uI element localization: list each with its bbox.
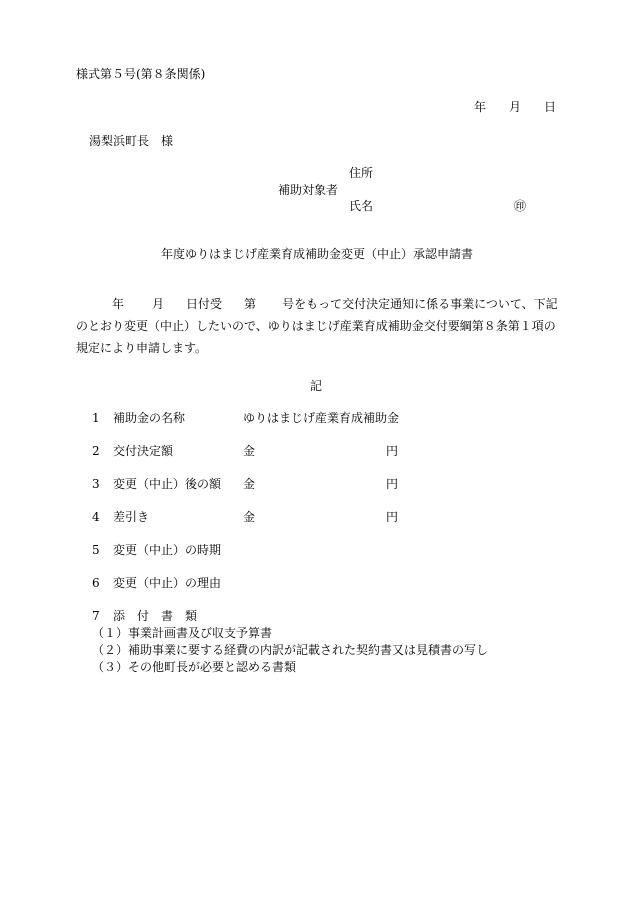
item-number: 7 [92,609,100,623]
date-day: 日 [544,100,557,114]
item-label: 変更（中止）の時期 [113,543,222,557]
addressee: 湯梨浜町長 様 [89,134,174,148]
amount-prefix: 金 [243,477,256,491]
address-label: 住所 [349,166,374,180]
item-label: 変更（中止）の理由 [113,576,222,590]
body-month: 月 [152,297,165,311]
item-number: 2 [92,444,100,458]
item-label: 変更（中止）後の額 [113,477,222,491]
item-number: 3 [92,477,100,491]
body-number-prefix: 第 [244,297,257,311]
attachment-item: （１）事業計画書及び収支予算書 [92,626,273,640]
name-label: 氏名 [349,199,374,213]
amount-suffix: 円 [386,510,399,524]
date-year: 年 [474,100,487,114]
item-number: 4 [92,510,100,524]
amount-suffix: 円 [386,477,399,491]
amount-prefix: 金 [243,510,256,524]
seal-mark: ㊞ [514,199,527,213]
item-number: 1 [92,411,100,425]
amount-prefix: 金 [243,444,256,458]
attachment-item: （２）補助事業に要する経費の内訳が記載された契約書又は見積書の写し [92,643,489,657]
item-number: 5 [92,543,100,557]
item-value: ゆりはまじげ産業育成補助金 [243,411,400,425]
item-label: 差引き [113,510,150,524]
item-label: 交付決定額 [113,444,174,458]
body-year: 年 [112,297,125,311]
form-number: 様式第５号(第８条関係) [76,67,206,81]
item-label: 補助金の名称 [113,411,186,425]
item-label: 添 付 書 類 [113,609,198,623]
item-number: 6 [92,576,100,590]
applicant-role-label: 補助対象者 [278,183,339,197]
body-text: 号をもって交付決定通知に係る事業について、下記のとおり変更（中止）したいので、ゆりはまじげ産業育成補助金交付要綱第８条第１項の規定により申請します。 [76,297,558,355]
attachment-item: （３）その他町長が必要と認める書類 [92,660,297,674]
ki-heading: 記 [310,379,323,393]
date-month: 月 [509,100,522,114]
body-paragraph [76,293,563,359]
body-date-ref: 日付受 [186,297,223,311]
amount-suffix: 円 [386,444,399,458]
document-title: 年度ゆりはまじげ産業育成補助金変更（中止）承認申請書 [161,247,474,261]
